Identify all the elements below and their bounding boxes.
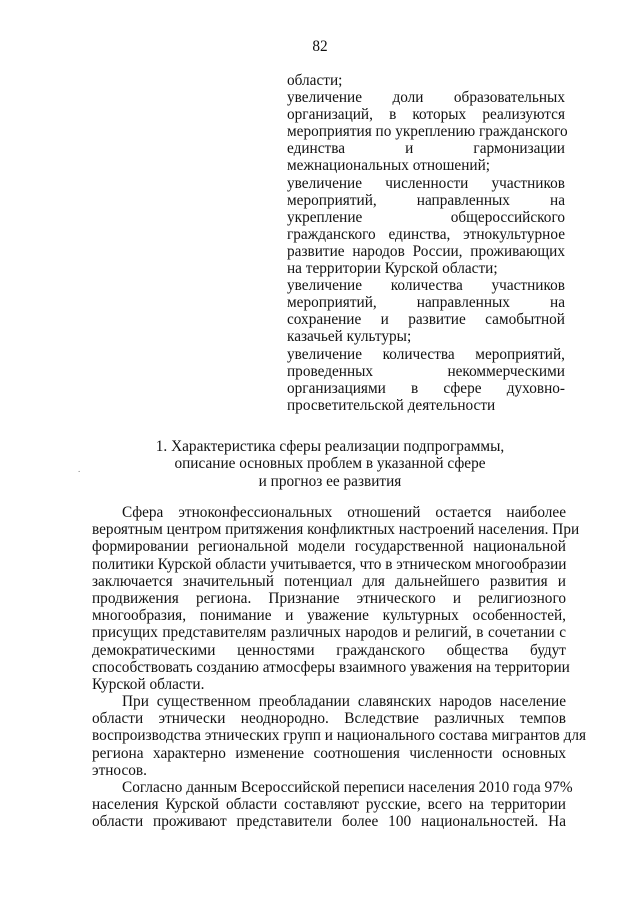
paragraph-line: Согласно данным Всероссийской переписи населения 2010 года 97% [122,779,573,796]
paragraph-line: При существенном преобладании славянских народов население [122,693,566,711]
list-line: развитие народов России, проживающих [287,242,565,260]
paragraph-line: этносов. [92,761,147,779]
list-line: проведенных некоммерческими [287,362,565,380]
heading-line: 1. Характеристика сферы реализации подпрограммы, [155,438,505,455]
paragraph-line: Курской области. [92,675,205,693]
paragraph-line: продвижения региона. Признание этнического и религиозного [92,589,566,607]
list-line: сохранение и развитие самобытной [287,311,565,329]
heading-line: и прогноз ее развития [258,472,402,490]
list-line: межнациональных отношений; [287,157,491,175]
list-line: мероприятия по укреплению гражданского [287,123,568,141]
paragraph-line: региона характерно изменение соотношения численности основных [92,744,566,762]
list-line: гражданского единства, этнокультурное [287,225,565,243]
page-number: 82 [312,38,328,55]
list-line: увеличение доли образовательных [287,89,565,107]
section-heading [100,438,560,490]
list-line: просветительской деятельности [287,396,496,414]
paragraph-line: области проживают представители более 100 национальностей. На [92,813,566,831]
paragraph-line: формировании региональной модели государственной национальной [92,538,566,556]
paragraph-line: Сфера этноконфессиональных отношений остается наиболее [122,504,566,521]
paragraph-line: способствовать созданию атмосферы взаимного уважения на территории [92,658,570,676]
paragraph-line: области этнически неоднородно. Вследствие различных темпов [92,710,566,728]
list-line: на территории Курской области; [287,260,498,278]
list-line: казачьей культуры; [287,328,412,346]
list-line: организациями в сфере духовно- [287,379,565,397]
paragraph-line: демократическими ценностями гражданского общества будут [92,641,566,659]
paragraph-line: присущих представителям различных народов и религий, в сочетании с [92,624,566,642]
paragraph-line: многообразия, понимание и уважение культурных особенностей, [92,607,566,625]
list-line: увеличение численности участников [287,174,565,192]
paragraph-line: политики Курской области учитывается, что в этническом многообразии [92,555,567,573]
list-line: организаций, в которых реализуются [287,106,565,124]
paragraph-line: заключается значительный потенциал для дальнейшего развития и [92,572,566,590]
indicators-list [287,72,568,414]
paragraph-line: вероятным центром притяжения конфликтных настроений населения. При [92,521,580,539]
list-line: увеличение количества участников [287,277,565,295]
list-line: мероприятий, направленных на [287,191,565,209]
list-line: единства и гармонизации [287,140,565,158]
list-line: области; [287,72,343,89]
stray-mark: . [78,464,81,474]
body-text [92,504,587,831]
paragraph-line: воспроизводства этнических групп и национального состава мигрантов для [92,727,587,745]
list-line: увеличение количества мероприятий, [287,345,565,363]
list-line: укрепление общероссийского [287,208,565,226]
list-line: мероприятий, направленных на [287,294,565,312]
heading-line: описание основных проблем в указанной сфере [174,455,486,473]
paragraph-line: населения Курской области составляют русские, всего на территории [92,796,566,814]
